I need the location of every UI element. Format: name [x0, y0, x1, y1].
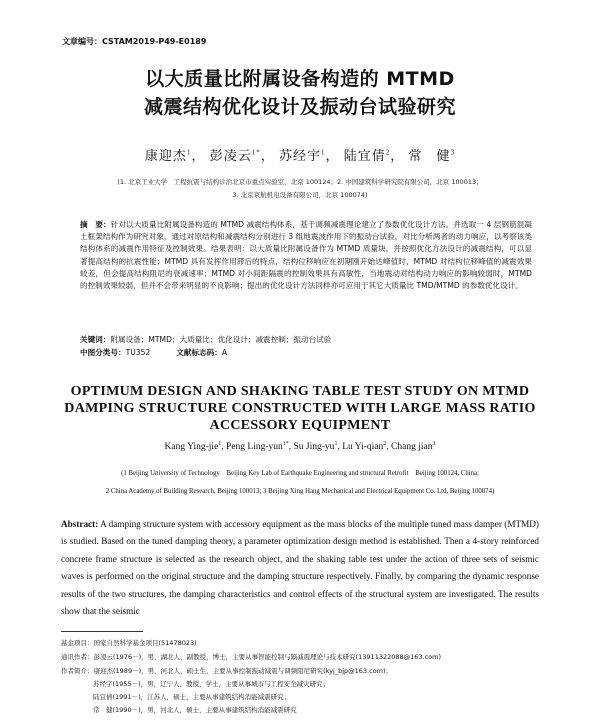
doc-code-label: 文献标志码： [176, 348, 222, 357]
authors-cn: 康迎杰$^1$， 彭凌云$^{1*}$， 苏经宇$^1$， 陆宜倩$^2$， 常 健$^3$ [144, 148, 456, 163]
affiliation-cn-line-1: (1. 北京工业大学 工程抗震与结构诊治北京市重点实验室，北京 100124；2. 中国建筑科学研究院有限公司，北京 100013； [117, 178, 483, 186]
title-en-line-2: DAMPING STRUCTURE CONSTRUCTED WITH LARGE MASS RATIO [64, 401, 536, 416]
title-cn-line-1: 以大质量比附属设备构造的 MTMD [145, 68, 455, 90]
clc-label: 中图分类号： [80, 348, 126, 357]
author-cn: 陆宜倩 [343, 148, 386, 163]
abstract-en-text: A damping structure system with accessory equipment as the mass blocks of the multiple tuned mass damper (MTMD) is studied. Based on the tuned damping theory, a parameter optimization design method is established. Then a 4-story reinforced concrete frame structure is selected as the research object, and the shaking table test under the action of three sets of seismic waves is performed on the original structure and the damping structure respectively. Finally, by comparing the dynamic response results of the two structures, the damping characteristics and control effects of the structural system are investigated. The results show that the seismic [61, 519, 539, 617]
article-id: 文章编号：CSTAM2019-P49-E0189 [62, 37, 207, 46]
author-en-affil: 2 [383, 441, 387, 447]
title-en-line-3: ACCESSORY EQUIPMENT [209, 418, 391, 433]
title-cn-line-2: 减震结构优化设计及振动台试验研究 [143, 96, 456, 118]
author-en: Peng Ling-yun [226, 442, 283, 453]
footnote-author-bio: 苏经宇(1955－)，男，辽宁人，教授，学士，主要从事城市与工程安全减灾研究； [93, 680, 330, 688]
footnote-corresponding-author: 通讯作者：彭凌云(1976－)，男，湖北人，副教授，博士，主要从事智能控制与隔减震理论与技术研究(13911322088@163.com) [61, 653, 442, 661]
author-cn-affil: 2 [385, 148, 391, 157]
author-en-affil: 1 [334, 441, 338, 447]
keywords-cn [80, 334, 331, 345]
affiliation-en-line-1: (1 Beijing University of Technology Beijing Key Lab of Earthquake Engineering and structural Retrofit Beijing 100124, China; [121, 470, 479, 477]
abstract-cn-text: 针对以大质量比附属设备构造的 MTMD 减震结构体系，基于调频减震理论建立了参数优化设计方法。并选取一 4 层钢筋混凝土框架结构作为研究对象，通过对原结构和减震结构分别进行 3 组地震波作用下的振动台试验，对比分析两者的动力响应，以考察该类结构体系的减震作用特征及控制效果。结果表明：以大质量比附属设备作为 MTMD 质量块，并按照优化方法设计的减震结构，可以显著提高结构的抗震性能；MTMD 具有发挥作用滞后的特点，结构位移响应在初期刚开始达峰值时，MTMD 对结构位移峰值的减震效果较差，但会提高结构阻尼的衰减速率；MTMD 对小间距隔震的控制效果具有高敏性，当地震动对结构动力响应的影响较弱时，MTMD 的控制效果较弱，但并不会带来明显的不良影响；提出的优化设计方法同样亦可应用于其它大质量比 TMD/MTMD 的参数优化设计。 [80, 220, 533, 291]
abstract-en-label: Abstract: [61, 519, 99, 529]
footnote-author-bio: 作者简介：康迎杰(1989－)，男，河北人，硕士生，主要从事控制振动减震与调频阻尼研究(kyj_bjp@163.com)； [61, 667, 393, 675]
author-cn-affil: 3 [450, 148, 456, 157]
title-en-line-1: OPTIMUM DESIGN AND SHAKING TABLE TEST STUDY ON MTMD [70, 384, 530, 399]
abstract-cn [80, 219, 532, 292]
author-cn: 彭凌云 [209, 148, 252, 163]
footnote-divider [61, 631, 143, 632]
footnote-author-bio: 陆宜倩(1991－)，江苏人，硕士，主要从事建筑结构消能减震研究； [93, 693, 291, 701]
author-en: Kang Ying-jie [164, 442, 219, 453]
author-en-affil: 3 [432, 441, 436, 447]
footnote-author-bio: 常 健(1990－)，男，河北人，硕士，主要从事建筑结构消能减震研究 [93, 706, 297, 714]
authors-en: Kang Ying-jie$^1$, Peng Ling-yun$^{1*}$, Su Jing-$yu^1$, Lu Yi-qian$^2$, Chang jian$^3$ [164, 441, 436, 453]
abstract-cn-label: 摘 要： [80, 220, 111, 229]
abstract-en [61, 516, 539, 620]
classification [80, 347, 227, 358]
author-en-affil: 1* [282, 441, 289, 447]
affiliation-cn-line-2: 3. 北京京航机电设备有限公司，北京 100074) [232, 191, 368, 199]
author-en: Su Jing-yu [293, 442, 335, 453]
keywords-cn-text: 附属设备；MTMD；大质量比；优化设计；减震控制；振动台试验 [110, 335, 332, 344]
author-cn-affil: 1 [321, 148, 326, 157]
keywords-cn-label: 关键词： [80, 335, 111, 344]
author-en: Chang jian [391, 442, 433, 453]
doc-code-value: A [221, 348, 228, 357]
clc-value: TU352 [125, 348, 151, 357]
footnote-funding: 基金项目：国家自然科学基金项目(51478023) [61, 639, 197, 647]
author-en: Lu Yi-qian [342, 442, 384, 453]
author-cn: 康迎杰 [144, 148, 187, 163]
affiliation-en-line-2: 2 China Academy of Building Research, Beijing 100013; 3 Beijing Xing Hang Mechanical and Electrical Equipment Co. Ltd, Beijing 100074) [105, 488, 495, 495]
author-cn-affil: 1* [251, 148, 261, 157]
author-cn-affil: 1 [186, 148, 192, 157]
author-cn: 常 健 [408, 148, 451, 163]
author-en-affil: 1 [218, 441, 222, 447]
author-cn: 苏经宇 [278, 148, 321, 163]
